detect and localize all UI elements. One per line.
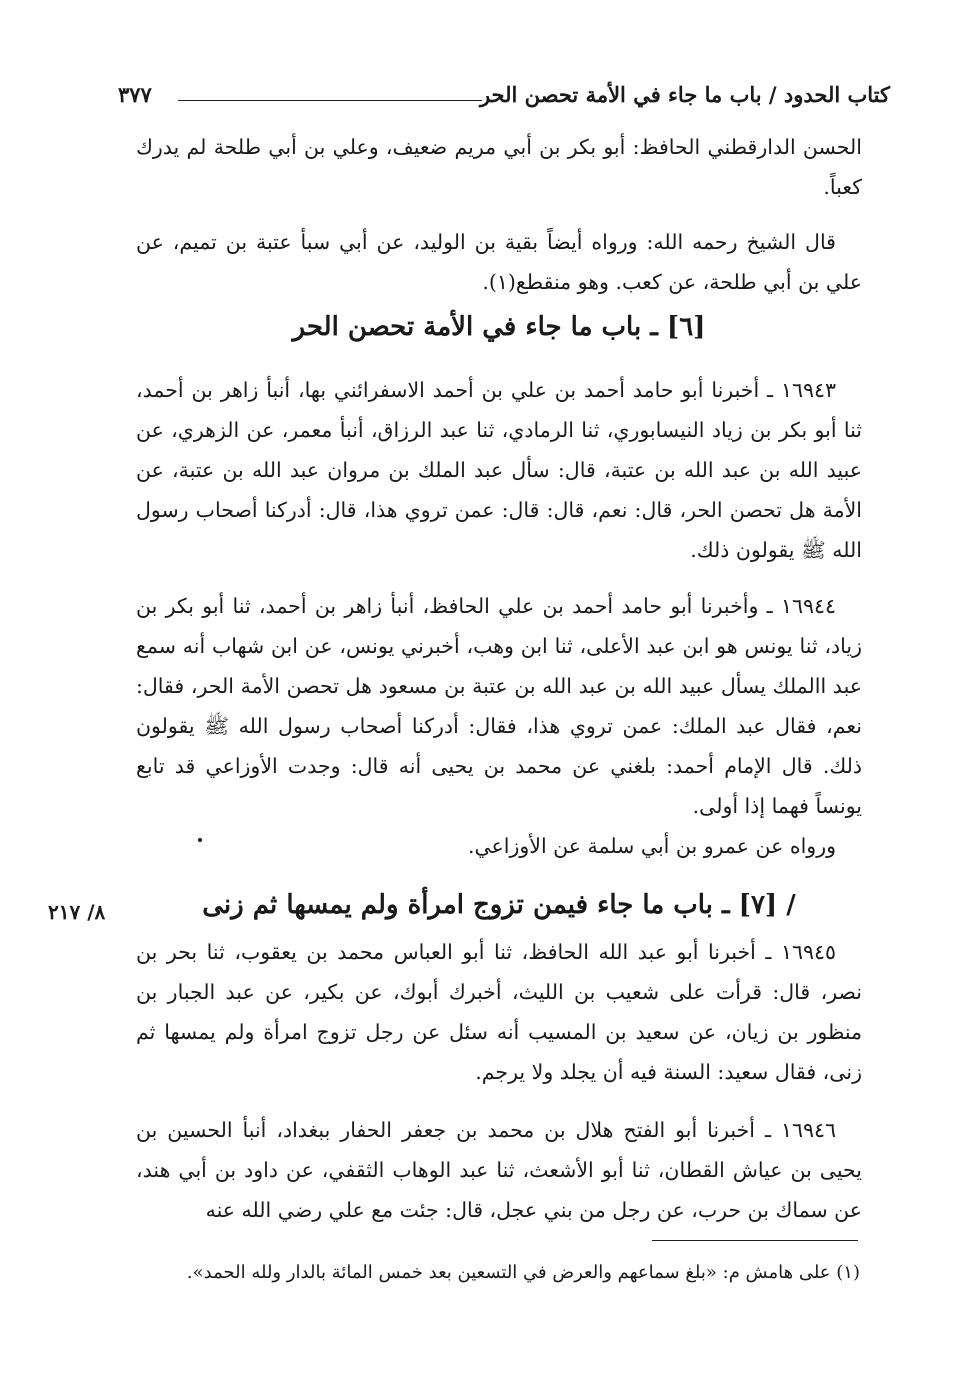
ink-dot (198, 838, 202, 842)
margin-volume-reference: ٨/ ٢١٧ (48, 900, 106, 924)
footnote-rule (652, 1240, 858, 1241)
footnote-1: (١) على هامش م: «بلغ سماعهم والعرض في التسعين بعد خمس المائة بالدار ولله الحمد». (186, 1262, 860, 1283)
paragraph-riwaya-note: ورواه عن عمرو بن أبي سلمة عن الأوزاعي. (467, 834, 836, 858)
header-rule (178, 100, 482, 101)
hadith-16946: ١٦٩٤٦ ـ أخبرنا أبو الفتح هلال بن محمد بن جعفر الحفار ببغداد، أنبأ الحسين بن يحيى بن عياش القطان، ثنا أبو الأشعث، ثنا عبد الوهاب الثقفي، عن داود بن أبي هند، عن سماك بن حرب، عن رجل من بني عجل، قال: جئت مع علي رضي الله عنه (136, 1118, 862, 1222)
hadith-16943: ١٦٩٤٣ ـ أخبرنا أبو حامد أحمد بن علي بن أحمد الاسفرائني بها، أنبأ زاهر بن أحمد، ثنا أبو بكر بن زياد النيسابوري، ثنا الرمادي، ثنا عبد الرزاق، أنبأ معمر، عن الزهري، عن عبيد الله بن عبد الله بن عتبة، قال: سأل عبد الملك بن مروان عبد الله بن عتبة، عن الأمة هل تحصن الحر، قال: نعم، قال: قال: عمن تروي هذا، قال: أدركنا أصحاب رسول الله ﷺ يقولون ذلك. (136, 378, 862, 562)
hadith-16944: ١٦٩٤٤ ـ وأخبرنا أبو حامد أحمد بن علي الحافظ، أنبأ زاهر بن أحمد، ثنا أبو بكر بن زياد، ثنا يونس هو ابن عبد الأعلى، ثنا ابن وهب، أخبرني يونس، عن ابن شهاب أنه سمع عبد االملك يسأل عبيد الله بن عبد الله بن عتبة بن مسعود هل تحصن الأمة الحر، فقال: نعم، فقال عبد الملك: عمن تروي هذا، فقال: أدركنا أصحاب رسول الله ﷺ يقولون ذلك. قال الإمام أحمد: بلغني عن محمد بن يحيى أنه قال: وجدت الأوزاعي قد تابع يونساً فهما إذا أولى. (136, 594, 862, 818)
paragraph-sheikh-note: قال الشيخ رحمه الله: ورواه أيضاً بقية بن الوليد، عن أبي سبأ عتبة بن تميم، عن علي بن أبي طلحة، عن كعب. وهو منقطع(١). (136, 230, 862, 294)
chapter-heading-7: / [٧] ـ باب ما جاء فيمن تزوج امرأة ولم يمسها ثم زنى (202, 890, 796, 920)
running-header (118, 72, 890, 112)
page-number: ٣٧٧ (118, 82, 152, 107)
chapter-heading-6: [٦] ـ باب ما جاء في الأمة تحصن الحر (292, 312, 706, 342)
hadith-16945: ١٦٩٤٥ ـ أخبرنا أبو عبد الله الحافظ، ثنا أبو العباس محمد بن يعقوب، ثنا بحر بن نصر، قال: قرأت على شعيب بن الليث، أخبرك أبوك، عن بكير، عن عبد الجبار بن منظور بن زيان، عن سعيد بن المسيب أنه سئل عن رجل تزوج امرأة ولم يمسها ثم زنى، فقال سعيد: السنة فيه أن يجلد ولا يرجم. (136, 940, 862, 1084)
header-title: كتاب الحدود / باب ما جاء في الأمة تحصن الحر (479, 82, 890, 107)
paragraph-continuation: الحسن الدارقطني الحافظ: أبو بكر بن أبي مريم ضعيف، وعلي بن أبي طلحة لم يدرك كعباً. (136, 135, 862, 199)
